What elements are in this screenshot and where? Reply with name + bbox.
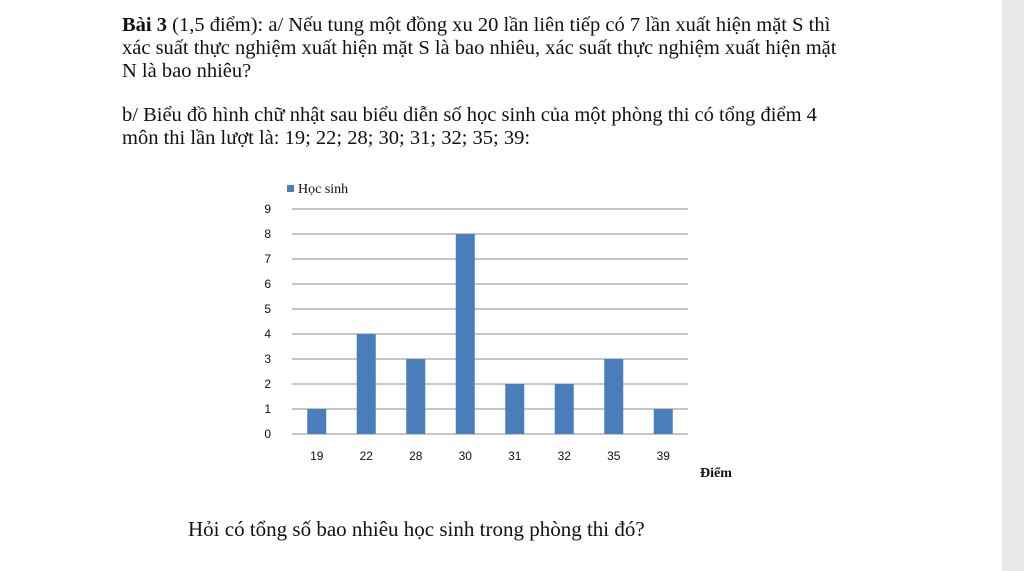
part-a-line-1-text: (1,5 điểm): a/ Nếu tung một đồng xu 20 lần liên tiếp có 7 lần xuất hiện mặt S thì — [167, 14, 831, 36]
part-a-line-3: N là bao nhiêu? — [122, 60, 252, 82]
x-tick-label: 35 — [607, 449, 621, 463]
y-tick-label: 3 — [264, 352, 271, 366]
y-tick-label: 8 — [264, 227, 271, 241]
x-tick-label: 32 — [557, 449, 571, 463]
x-tick-label: 30 — [458, 449, 472, 463]
y-tick-label: 9 — [264, 202, 271, 216]
legend-label: Học sinh — [298, 182, 349, 197]
y-tick-label: 6 — [264, 277, 271, 291]
bar-31 — [505, 384, 524, 434]
part-b-line-1: b/ Biểu đồ hình chữ nhật sau biểu diễn số học sinh của một phòng thi có tổng điểm 4 — [122, 104, 817, 126]
bar-32 — [555, 384, 574, 434]
bar-19 — [307, 409, 326, 434]
y-tick-labels — [264, 202, 271, 441]
x-tick-labels — [310, 449, 670, 463]
y-tick-label: 4 — [264, 327, 271, 341]
y-tick-label: 7 — [264, 252, 271, 266]
x-tick-label: 31 — [508, 449, 522, 463]
x-tick-label: 28 — [409, 449, 423, 463]
x-tick-label: 19 — [310, 449, 324, 463]
y-tick-label: 0 — [264, 427, 271, 441]
question-text: Hỏi có tổng số bao nhiêu học sinh trong phòng thi đó? — [188, 517, 645, 541]
y-tick-label: 5 — [264, 302, 271, 316]
x-tick-label: 22 — [359, 449, 373, 463]
bar-28 — [406, 359, 425, 434]
exercise-heading: Bài 3 — [122, 14, 167, 36]
part-b-line-2: môn thi lần lượt là: 19; 22; 28; 30; 31; 32; 35; 39: — [122, 127, 531, 149]
bar-30 — [456, 234, 475, 434]
bar-35 — [604, 359, 623, 434]
part-a-line-2: xác suất thực nghiệm xuất hiện mặt S là bao nhiêu, xác suất thực nghiệm xuất hiện mặt — [122, 37, 837, 59]
y-tick-label: 2 — [264, 377, 271, 391]
x-tick-label: 39 — [656, 449, 670, 463]
x-axis-label: Điểm — [700, 466, 732, 481]
bar-39 — [654, 409, 673, 434]
y-tick-label: 1 — [264, 402, 271, 416]
grid-lines — [292, 209, 688, 434]
bar-22 — [357, 334, 376, 434]
legend-swatch — [287, 185, 294, 192]
